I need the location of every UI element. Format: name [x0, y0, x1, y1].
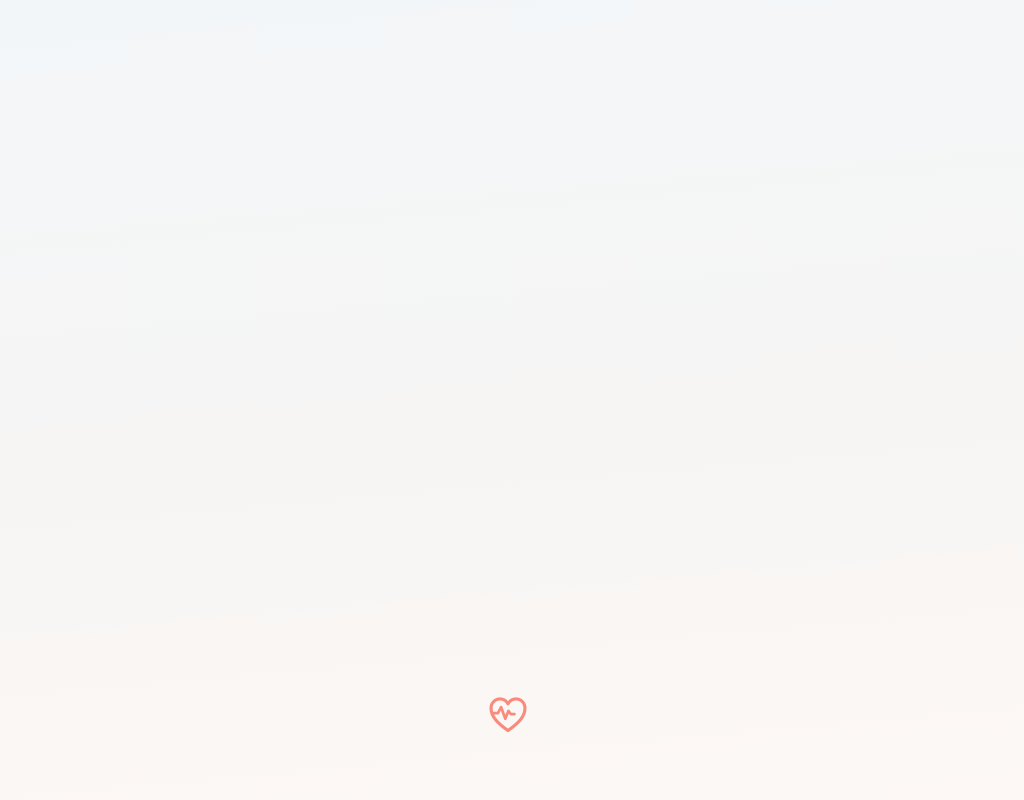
header — [0, 0, 1024, 58]
heart-pulse-icon — [485, 692, 531, 738]
footer-logo — [0, 692, 1024, 742]
brand-row — [485, 692, 539, 738]
